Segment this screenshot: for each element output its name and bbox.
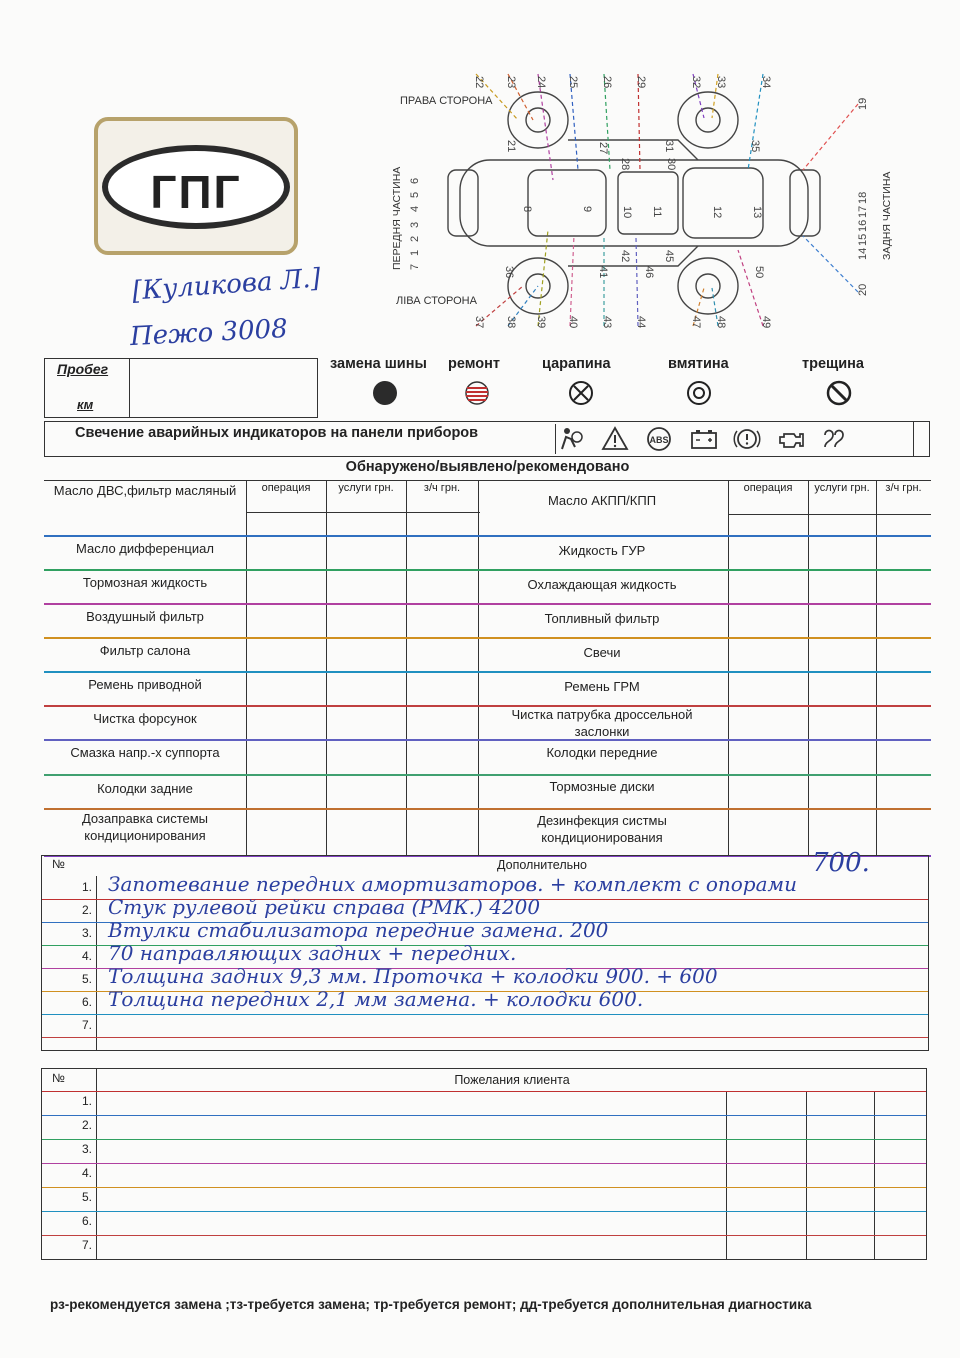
table-input-cell[interactable] bbox=[728, 809, 808, 856]
handwritten-car-model: Пежо 3008 bbox=[129, 313, 289, 353]
service-item-right: Топливный фильтр bbox=[544, 611, 660, 626]
table-input-cell[interactable] bbox=[808, 672, 876, 706]
table-input-cell[interactable] bbox=[406, 536, 478, 570]
table-input-cell[interactable] bbox=[808, 740, 876, 775]
additional-row-text[interactable]: Втулки стабилизатора передние замена. 200 bbox=[108, 918, 609, 942]
services-grid bbox=[44, 480, 931, 856]
diagram-number-top: 34 bbox=[760, 76, 772, 89]
additional-title: Дополнительно bbox=[497, 858, 587, 872]
table-input-cell[interactable] bbox=[246, 638, 326, 672]
diagram-number-bottom: 40 bbox=[567, 316, 579, 329]
legend-label: вмятина bbox=[668, 356, 729, 372]
additional-row-number: 6. bbox=[81, 995, 92, 1009]
header-subline-left bbox=[246, 512, 480, 513]
diagram-number-front: 4 bbox=[409, 205, 421, 212]
double-circle-icon bbox=[686, 380, 712, 411]
table-input-cell[interactable] bbox=[876, 570, 931, 604]
brake-warning-icon bbox=[733, 425, 763, 460]
service-item-left: Тормозная жидкость bbox=[82, 575, 208, 590]
diagram-number-body: 27 bbox=[597, 142, 609, 155]
service-item-right: Дезинфекция систмы кондиционирования bbox=[537, 813, 667, 845]
diagram-number-rear: 16 bbox=[857, 219, 869, 232]
logo-ellipse bbox=[102, 145, 290, 229]
table-input-cell[interactable] bbox=[326, 570, 406, 604]
mileage-box bbox=[44, 358, 318, 418]
service-item-right: Жидкость ГУР bbox=[558, 543, 646, 558]
service-item-right: Охлаждающая жидкость bbox=[527, 577, 677, 592]
table-input-cell[interactable] bbox=[246, 809, 326, 856]
table-input-cell[interactable] bbox=[326, 514, 406, 536]
diagram-number-body: 12 bbox=[711, 206, 723, 219]
wishes-row-number: 3. bbox=[81, 1142, 92, 1156]
right-side-label: ПРАВА СТОРОНА bbox=[400, 95, 493, 107]
legend-footer: рз-рекомендуется замена ;тз-требуется замена; тр-требуется ремонт; дд-требуется дополнительная диагностика bbox=[50, 1297, 812, 1312]
diagram-number-front: 3 bbox=[409, 221, 421, 228]
service-item-left: Дозаправка системы кондиционирования bbox=[81, 811, 209, 843]
wishes-row-input[interactable] bbox=[98, 1188, 724, 1210]
table-input-cell[interactable] bbox=[728, 536, 808, 570]
client-wishes-section bbox=[41, 1068, 927, 1260]
table-input-cell[interactable] bbox=[246, 775, 326, 809]
diagram-number-bottom: 39 bbox=[535, 316, 547, 329]
table-input-cell[interactable] bbox=[246, 536, 326, 570]
service-item-left: Ремень приводной bbox=[88, 677, 202, 692]
table-input-cell[interactable] bbox=[406, 514, 478, 536]
wishes-row-input[interactable] bbox=[98, 1116, 724, 1138]
table-input-cell[interactable] bbox=[406, 706, 478, 740]
mileage-label: Пробег bbox=[57, 361, 109, 377]
diagram-number-body: 28 bbox=[619, 158, 631, 171]
table-input-cell[interactable] bbox=[728, 638, 808, 672]
abs-icon bbox=[645, 425, 675, 460]
table-input-cell[interactable] bbox=[246, 570, 326, 604]
damage-legend bbox=[330, 356, 930, 416]
service-item-right: Масло АКПП/КПП bbox=[547, 493, 657, 508]
legend-label: ремонт bbox=[448, 356, 500, 372]
wishes-row-number: 2. bbox=[81, 1118, 92, 1132]
section-title: Обнаружено/выявлено/рекомендовано bbox=[345, 459, 630, 475]
table-input-cell[interactable] bbox=[808, 536, 876, 570]
diagram-number-top: 32 bbox=[690, 76, 702, 89]
diagram-number-bottom: 49 bbox=[760, 316, 772, 329]
diagram-number-top: 33 bbox=[715, 76, 727, 89]
battery-icon bbox=[689, 425, 719, 460]
service-item-right: Колодки передние bbox=[546, 745, 658, 760]
table-input-cell[interactable] bbox=[808, 638, 876, 672]
wishes-title: Пожелания клиента bbox=[454, 1073, 570, 1087]
diagram-number-rear: 19 bbox=[857, 97, 869, 110]
service-item-right: Свечи bbox=[583, 645, 621, 660]
diagram-number-bottom: 37 bbox=[473, 316, 485, 329]
diagram-number-body: 42 bbox=[619, 250, 631, 263]
diagram-number-rear: 18 bbox=[857, 191, 869, 204]
additional-row-text[interactable]: Толщина задних 9,3 мм. Проточка + колодки 900. + 600 bbox=[108, 964, 718, 988]
diagram-number-body: 41 bbox=[597, 266, 609, 279]
diagram-number-body: 31 bbox=[663, 140, 675, 153]
logo-text: ГПГ bbox=[150, 166, 242, 218]
service-item-left: Смазка напр.-х суппорта bbox=[70, 745, 220, 760]
wishes-no-label: № bbox=[52, 1071, 65, 1085]
diagram-number-top: 29 bbox=[635, 76, 647, 89]
service-item-left: Чистка форсунок bbox=[93, 711, 197, 726]
diagram-number-body: 8 bbox=[521, 206, 533, 213]
diagram-number-bottom: 43 bbox=[601, 316, 613, 329]
service-item-right: Ремень ГРМ bbox=[564, 679, 640, 694]
table-input-cell[interactable] bbox=[326, 604, 406, 638]
wishes-row-number: 5. bbox=[81, 1190, 92, 1204]
wishes-row-input[interactable] bbox=[98, 1092, 724, 1114]
wishes-row-input[interactable] bbox=[98, 1212, 724, 1234]
table-input-cell[interactable] bbox=[876, 809, 931, 856]
additional-row-line bbox=[42, 1014, 928, 1015]
additional-section bbox=[41, 848, 929, 1051]
cross-circle-icon bbox=[568, 380, 594, 411]
service-item-left: Масло ДВС,фильтр масляный bbox=[53, 483, 237, 498]
service-item-right: Чистка патрубка дроссельной заслонки bbox=[511, 707, 693, 739]
table-input-cell[interactable] bbox=[808, 570, 876, 604]
table-input-cell[interactable] bbox=[406, 570, 478, 604]
diagram-number-bottom: 48 bbox=[715, 316, 727, 329]
table-input-cell[interactable] bbox=[406, 638, 478, 672]
table-input-cell[interactable] bbox=[728, 604, 808, 638]
wishes-rows bbox=[42, 1091, 926, 1259]
diagram-number-top: 23 bbox=[505, 76, 517, 89]
diagram-number-rear: 17 bbox=[857, 205, 869, 218]
table-input-cell[interactable] bbox=[728, 740, 808, 775]
service-item-left: Масло дифференциал bbox=[76, 541, 214, 556]
left-side-label: ЛIВА СТОРОНА bbox=[396, 295, 477, 307]
diagram-number-front: 1 bbox=[409, 249, 421, 256]
diagram-number-body: 21 bbox=[505, 140, 517, 153]
table-input-cell[interactable] bbox=[808, 706, 876, 740]
diagram-number-body: 46 bbox=[643, 266, 655, 279]
mileage-input[interactable] bbox=[131, 361, 315, 413]
table-input-cell[interactable] bbox=[326, 536, 406, 570]
col-header-operation: операция bbox=[261, 482, 311, 494]
mileage-unit: км bbox=[77, 397, 94, 412]
table-input-cell[interactable] bbox=[876, 740, 931, 775]
diagram-number-top: 25 bbox=[567, 76, 579, 89]
table-input-cell[interactable] bbox=[808, 514, 876, 536]
filled-circle-icon bbox=[372, 380, 398, 411]
table-input-cell[interactable] bbox=[876, 706, 931, 740]
legend-label: царапина bbox=[542, 356, 611, 372]
additional-row-text[interactable]: 70 направляющих задних + передних. bbox=[108, 941, 517, 965]
diagram-number-front: 6 bbox=[409, 177, 421, 184]
table-input-cell[interactable] bbox=[326, 775, 406, 809]
mileage-divider bbox=[129, 359, 130, 417]
additional-row-text[interactable]: Стук рулевой рейки справа (РМК.) 4200 bbox=[108, 895, 541, 919]
additional-row-number: 2. bbox=[81, 903, 92, 917]
wishes-row-number: 7. bbox=[81, 1238, 92, 1252]
diagram-number-top: 24 bbox=[535, 76, 547, 89]
additional-row-text[interactable]: Толщина передних 2,1 мм замена. + колодки 600. bbox=[108, 987, 644, 1011]
wishes-row-number: 1. bbox=[81, 1094, 92, 1108]
table-input-cell[interactable] bbox=[406, 740, 478, 775]
car-diagram-svg bbox=[378, 60, 898, 338]
additional-row-line bbox=[42, 1037, 928, 1038]
table-input-cell[interactable] bbox=[808, 775, 876, 809]
glow-plug-icon bbox=[821, 425, 851, 460]
table-input-cell[interactable] bbox=[246, 706, 326, 740]
table-input-cell[interactable] bbox=[728, 672, 808, 706]
table-input-cell[interactable] bbox=[728, 706, 808, 740]
table-input-cell[interactable] bbox=[406, 604, 478, 638]
table-input-cell[interactable] bbox=[406, 775, 478, 809]
diagram-number-front: 2 bbox=[409, 235, 421, 242]
table-input-cell[interactable] bbox=[876, 638, 931, 672]
col-header-services-right: услуги грн. bbox=[814, 482, 870, 494]
col-header-parts-right: з/ч грн. bbox=[885, 482, 922, 494]
service-item-left: Фильтр салона bbox=[99, 643, 191, 658]
table-input-cell[interactable] bbox=[246, 740, 326, 775]
table-input-cell[interactable] bbox=[876, 514, 931, 536]
diagram-number-rear: 20 bbox=[857, 283, 869, 296]
diagram-number-front: 5 bbox=[409, 191, 421, 198]
table-input-cell[interactable] bbox=[876, 604, 931, 638]
additional-header-handwritten: 700. bbox=[812, 848, 870, 878]
wishes-row-number: 4. bbox=[81, 1166, 92, 1180]
table-input-cell[interactable] bbox=[876, 775, 931, 809]
car-damage-diagram bbox=[378, 60, 898, 338]
diagram-number-rear: 15 bbox=[857, 233, 869, 246]
wishes-row-number: 6. bbox=[81, 1214, 92, 1228]
legend-label: трещина bbox=[802, 356, 864, 372]
warning-triangle-icon bbox=[601, 425, 631, 460]
service-item-left: Колодки задние bbox=[97, 781, 193, 796]
wishes-row-input[interactable] bbox=[98, 1164, 724, 1186]
diagram-number-body: 10 bbox=[621, 206, 633, 219]
service-item-right: Тормозные диски bbox=[549, 779, 655, 794]
diagram-number-body: 9 bbox=[581, 206, 593, 213]
additional-row-text[interactable]: Запотевание передних амортизаторов. + комплект с опорами bbox=[108, 872, 797, 896]
section-title-row bbox=[44, 458, 931, 481]
table-input-cell[interactable] bbox=[406, 672, 478, 706]
additional-rows bbox=[42, 872, 928, 1050]
slashed-circle-icon bbox=[826, 380, 852, 411]
table-input-cell[interactable] bbox=[876, 672, 931, 706]
col-header-operation-right: операция bbox=[743, 482, 793, 494]
diagram-number-bottom: 47 bbox=[690, 316, 702, 329]
table-input-cell[interactable] bbox=[326, 672, 406, 706]
col-header-parts: з/ч грн. bbox=[423, 482, 461, 494]
diagram-number-bottom: 38 bbox=[505, 316, 517, 329]
diagram-number-body: 13 bbox=[751, 206, 763, 219]
table-input-cell[interactable] bbox=[876, 536, 931, 570]
table-input-cell[interactable] bbox=[808, 604, 876, 638]
table-input-cell[interactable] bbox=[728, 775, 808, 809]
diagram-number-bottom: 44 bbox=[635, 316, 647, 329]
wishes-row-input[interactable] bbox=[98, 1236, 724, 1258]
svg-text:ABS: ABS bbox=[649, 435, 669, 445]
additional-no-label: № bbox=[52, 857, 65, 871]
table-input-cell[interactable] bbox=[246, 604, 326, 638]
engine-icon bbox=[777, 425, 807, 460]
striped-circle-icon bbox=[464, 380, 490, 411]
additional-row-number: 4. bbox=[81, 949, 92, 963]
diagram-number-body: 45 bbox=[663, 250, 675, 263]
handwritten-client-name: [Куликова Л.] bbox=[131, 263, 322, 307]
diagram-number-body: 50 bbox=[753, 266, 765, 279]
diagram-number-top: 22 bbox=[473, 76, 485, 89]
table-input-cell[interactable] bbox=[246, 672, 326, 706]
diagram-number-top: 26 bbox=[601, 76, 613, 89]
legend-label: замена шины bbox=[330, 356, 427, 372]
service-item-left: Воздушный фильтр bbox=[86, 609, 204, 624]
table-input-cell[interactable] bbox=[326, 638, 406, 672]
table-input-cell[interactable] bbox=[406, 809, 478, 856]
diagram-number-body: 36 bbox=[503, 266, 515, 279]
table-input-cell[interactable] bbox=[246, 514, 326, 536]
front-part-label: ПЕРЕДНЯ ЧАСТИНА bbox=[391, 166, 403, 270]
warning-indicators-label: Свечение аварийных индикаторов на панели приборов bbox=[75, 425, 479, 441]
diagram-number-rear: 14 bbox=[857, 247, 869, 260]
additional-row-number: 5. bbox=[81, 972, 92, 986]
warning-indicators-panel bbox=[44, 421, 930, 457]
rear-part-label: ЗАДНЯ ЧАСТИНА bbox=[881, 171, 893, 260]
col-header-services: услуги грн. bbox=[338, 482, 394, 494]
additional-row-number: 1. bbox=[81, 880, 92, 894]
additional-row-number: 3. bbox=[81, 926, 92, 940]
diagram-number-body: 30 bbox=[665, 158, 677, 171]
warning-icons-row bbox=[557, 425, 927, 455]
table-input-cell[interactable] bbox=[728, 514, 808, 536]
airbag-icon bbox=[557, 425, 587, 460]
table-input-cell[interactable] bbox=[326, 706, 406, 740]
table-input-cell[interactable] bbox=[326, 809, 406, 856]
diagram-number-body: 11 bbox=[651, 206, 663, 218]
additional-row-number: 7. bbox=[81, 1018, 92, 1032]
wishes-row-input[interactable] bbox=[98, 1140, 724, 1162]
warning-panel-divider bbox=[913, 422, 914, 456]
diagram-number-body: 35 bbox=[749, 140, 761, 153]
table-input-cell[interactable] bbox=[326, 740, 406, 775]
services-table bbox=[44, 458, 931, 856]
diagram-number-front: 7 bbox=[409, 263, 421, 270]
company-logo bbox=[94, 117, 298, 255]
table-input-cell[interactable] bbox=[728, 570, 808, 604]
